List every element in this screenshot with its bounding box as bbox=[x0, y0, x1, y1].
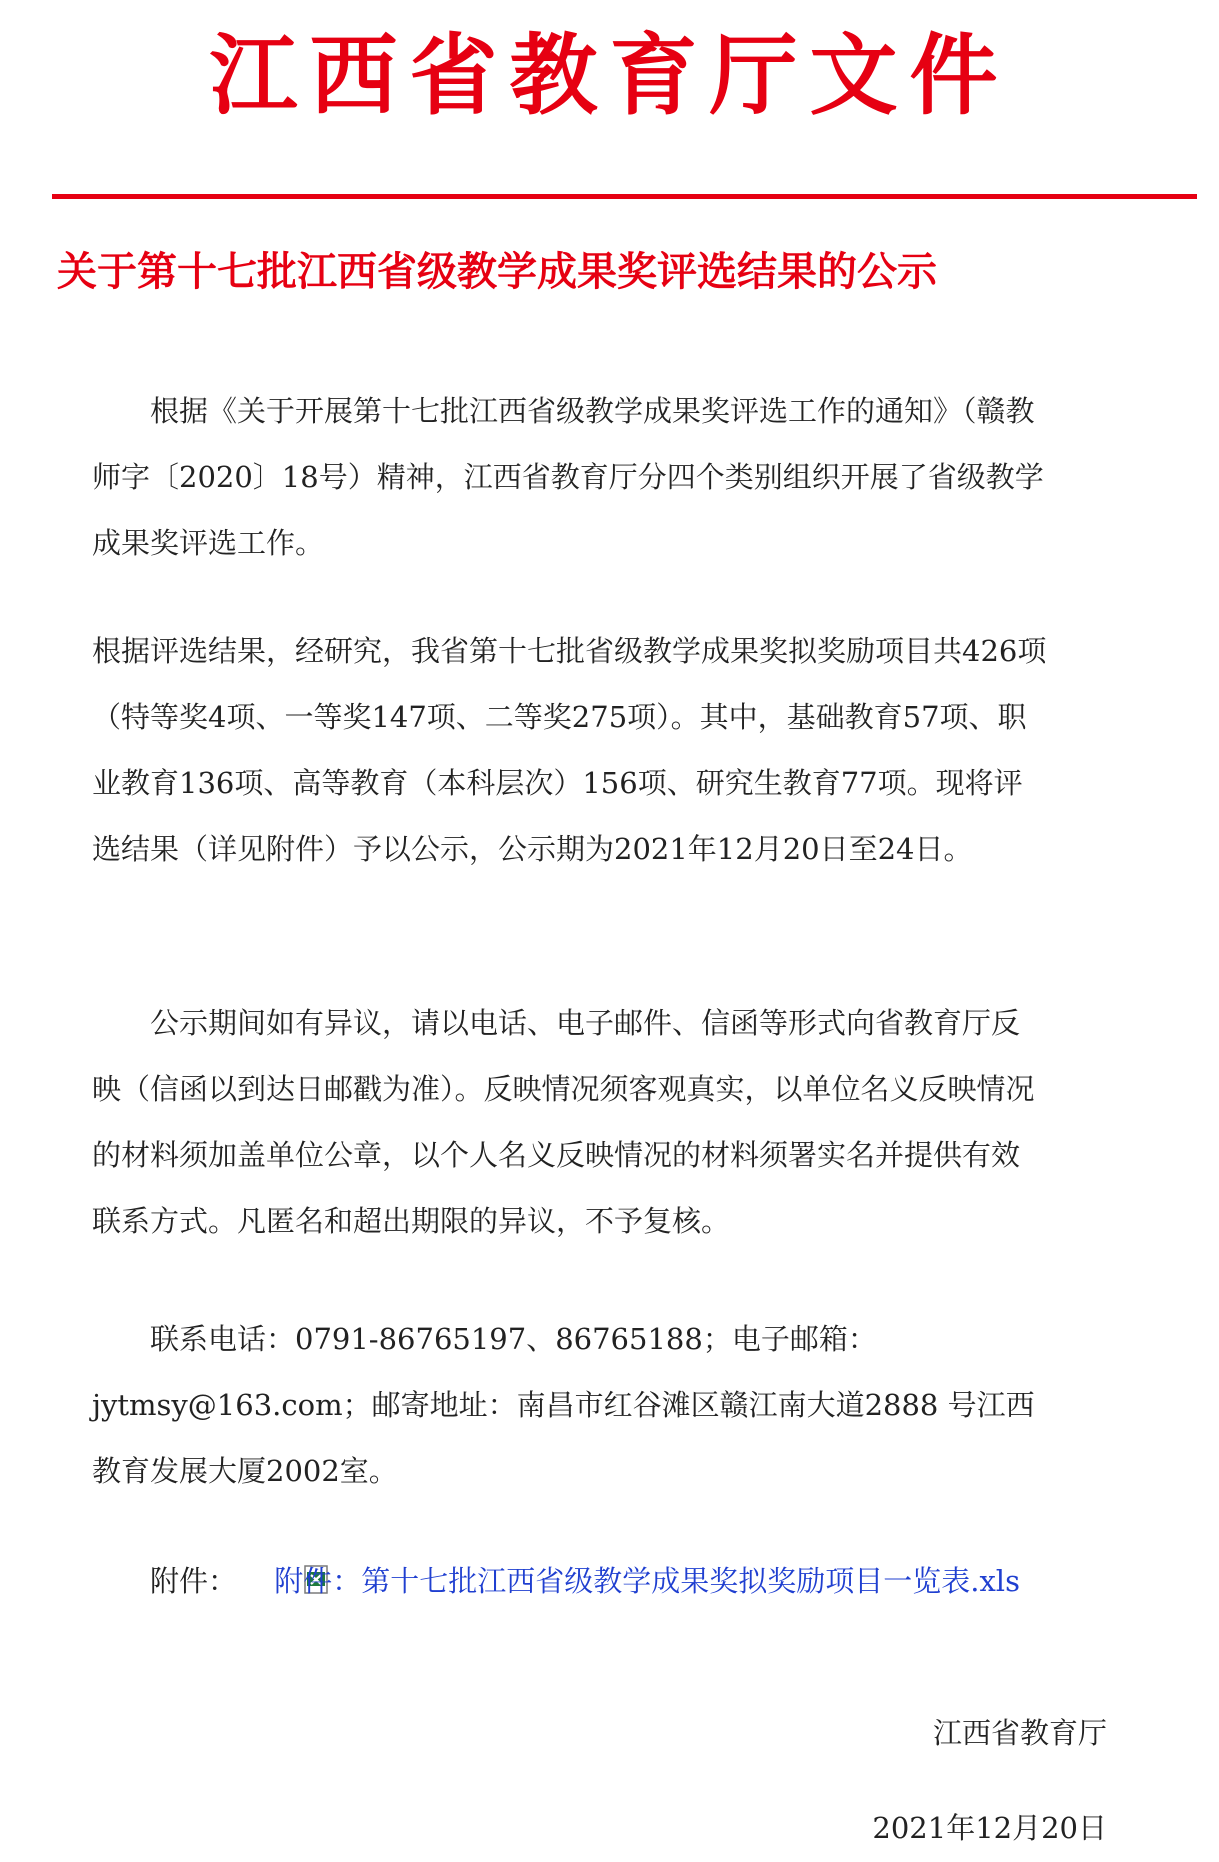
attachment-line bbox=[92, 1548, 1047, 1614]
attachment-label: 附件： bbox=[150, 1564, 238, 1598]
excel-file-icon[interactable] bbox=[246, 1552, 272, 1582]
issuer-signature: 江西省教育厅 bbox=[932, 1716, 1107, 1750]
paragraph-intro: 根据《关于开展第十七批江西省级教学成果奖评选工作的通知》（赣教师字〔2020〕18号）精神，江西省教育厅分四个类别组织开展了省级教学成果奖评选工作。 bbox=[92, 394, 1044, 560]
document-header-title: 江西省教育厅文件 bbox=[209, 24, 1010, 127]
attachment-download-link[interactable]: 附件：第十七批江西省级教学成果奖拟奖励项目一览表.xls bbox=[274, 1564, 1020, 1598]
notice-title: 关于第十七批江西省级教学成果奖评选结果的公示 bbox=[57, 249, 937, 295]
issue-date: 2021年12月20日 bbox=[872, 1811, 1107, 1845]
header-divider bbox=[52, 194, 1197, 199]
paragraph-contact: 联系电话：0791-86765197、86765188；电子邮箱：jytmsy@163.com；邮寄地址：南昌市红谷滩区赣江南大道2888 号江西教育发展大厦2002室。 bbox=[92, 1322, 1035, 1488]
paragraph-objections: 公示期间如有异议，请以电话、电子邮件、信函等形式向省教育厅反映（信函以到达日邮戳为准）。反映情况须客观真实，以单位名义反映情况的材料须加盖单位公章，以个人名义反映情况的材料须署实名并提供有效联系方式。凡匿名和超出期限的异议，不予复核。 bbox=[92, 1006, 1035, 1238]
paragraph-results: 根据评选结果，经研究，我省第十七批省级教学成果奖拟奖励项目共426项（特等奖4项、一等奖147项、二等奖275项）。其中，基础教育57项、职业教育136项、高等教育（本科层次）156项、研究生教育77项。现将评选结果（详见附件）予以公示，公示期为2021年12月20日至24日。 bbox=[92, 634, 1047, 866]
